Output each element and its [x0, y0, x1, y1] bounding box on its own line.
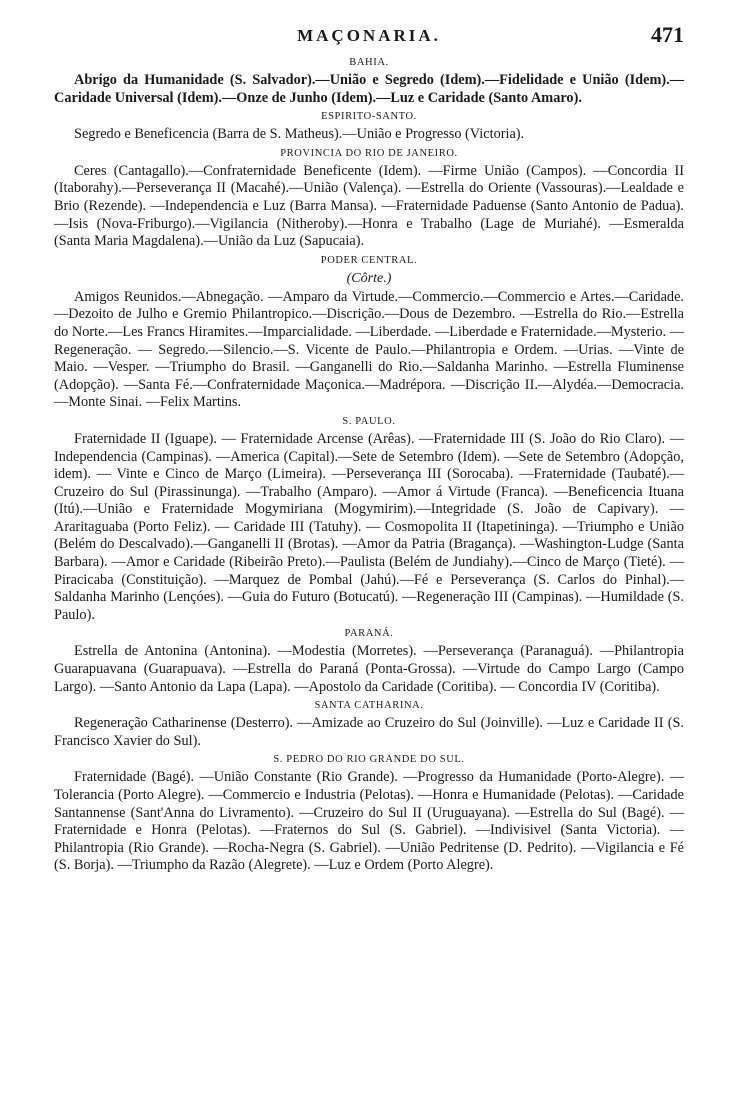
section-title: SANTA CATHARINA. [314, 700, 424, 712]
section-poder-central [54, 254, 684, 412]
section-title: S. PAULO. [342, 415, 396, 427]
section-title: BAHIA. [349, 57, 389, 68]
section-text: Amigos Reunidos.—Abnegação. —Amparo da Virtude.—Commercio.—Commercio e Artes.—Caridade.—Dezoito de Julho e Gremio Philantropico.—Discrição.—Dous de Dezembro. —Estrella do Rio.—Estrella do Norte.—Les Francs Hiramites.—Imparcialidade. —Liberdade. —Liberdade e Fraternidade.—Mysterio. — Regeneração. — Segredo.—Silencio.—S. Vicente de Paulo.—Philantropia e Ordem. —Urias. —Vinte de Maio. —Vesper. —Triumpho do Brasil. —Ganganelli do Rio.—Saldanha Marinho. —Estrella Fluminense (Adopção). —Santa Fé.—Confraternidade Maçonica.—Madrépora. —Discrição II.—Alydéa.—Democracia. —Monte Sinai. —Felix Martins. [54, 288, 684, 411]
section-title: ESPIRITO-SANTO. [321, 111, 417, 123]
section-title: S. PEDRO DO RIO GRANDE DO SUL. [273, 754, 465, 766]
section-subtitle: (Côrte.) [346, 270, 392, 286]
section-parana [54, 627, 684, 696]
section-text: Abrigo da Humanidade (S. Salvador).—União e Segredo (Idem).—Fidelidade e União (Idem).—Caridade Universal (Idem).—Onze de Junho (Idem).—Luz e Caridade (Santo Amaro). [54, 72, 684, 106]
section-text: Fraternidade II (Iguape). — Fraternidade Arcense (Arêas). —Fraternidade III (S. João do Rio Claro). —Independencia (Campinas). —America (Capital).—Sete de Setembro (Idem). —Sete de Setembro (Adopção, idem). — Vinte e Cinco de Março (Limeira). —Perseverança III (Sorocaba). —Fraternidade (Taubaté).—Cruzeiro do Sul (Pirassinunga). —Trabalho (Amparo). —Amor á Virtude (Franca). —Beneficencia Ituana (Itú).—União e Fraternidade Mogymiriana (Mogymirim).—Integridade (S. João de Capivary). —Araritaguaba (Porto Feliz). — Caridade III (Tatuhy). — Cosmopolita II (Itapetininga). —Triumpho e União (Belém do Descalvado).—Ganganelli II (Brotas). —Amor da Patria (Bragança). —Washington-Ludge (Santa Barbara). —Amor e Caridade (Ribeirão Preto).—Paulista (Belém de Jundiahy).—Cinco de Março (Tieté). —Piracicaba (Constituição). —Marquez de Pombal (Jahú).—Fé e Perseverança (S. Carlos do Pinhal).—Saldanha Marinho (Lençóes). —Guia do Futuro (Botucatú). —Regeneração III (Campinas). —Humildade (S. Paulo). [54, 430, 684, 623]
section-title: PARANÁ. [344, 628, 394, 640]
section-title: PODER CENTRAL. [320, 254, 418, 266]
page-header [54, 20, 684, 54]
section-title: PROVINCIA DO RIO DE JANEIRO. [280, 147, 458, 159]
section-bahia [54, 56, 684, 107]
section-rio-grande-do-sul [54, 753, 684, 875]
page-number: 471 [651, 22, 684, 47]
document-page [54, 20, 684, 878]
section-text: Regeneração Catharinense (Desterro). —Amizade ao Cruzeiro do Sul (Joinville). —Luz e Caridade II (S. Francisco Xavier do Sul). [54, 715, 684, 749]
section-santa-catharina [54, 699, 684, 750]
section-text: Ceres (Cantagallo).—Confraternidade Beneficente (Idem). —Firme União (Campos). —Concordia II (Itaborahy).—Perseverança II (Macahé).—União (Valença). —Estrella do Oriente (Vassouras).—Lealdade e Brio (Rezende). —Independencia e Luz (Barra Mansa). —Fraternidade Paduense (Santo Antonio de Padua). —Isis (Nova-Friburgo).—Vigilancia (Nitheroby).—Honra e Trabalho (Lage de Muriahé). —Esmeralda (Santa Maria Magdalena).—União da Luz (Sapucaia). [54, 162, 684, 250]
section-text: Fraternidade (Bagé). —União Constante (Rio Grande). —Progresso da Humanidade (Porto-Alegre). —Tolerancia (Porto Alegre). —Commercio e Industria (Pelotas). —Honra e Humanidade (Pelotas). —Caridade Santannense (Sant'Anna do Livramento). —Cruzeiro do Sul II (Uruguayana). —Estrella do Sul (Bagé). —Fraternidade e Honra (Pelotas). —Fraternos do Sul (S. Gabriel). —Indivisivel (Santa Victoria). —Philantropia (Rio Grande). —Rocha-Negra (S. Gabriel). —União Pedritense (D. Pedrito). —Vigilancia e Fé (S. Borja). —Triumpho da Razão (Alegrete). —Luz e Ordem (Porto Alegre). [54, 769, 684, 874]
section-espirito-santo [54, 110, 684, 144]
section-rio-de-janeiro [54, 147, 684, 251]
section-text: Estrella de Antonina (Antonina). —Modestia (Morretes). —Perseverança (Paranaguá). —Philantropia Guarapuavana (Guarapuava). —Estrella do Paraná (Ponta-Grossa). —Virtude do Campo Largo (Campo Largo). —Santo Antonio da Lapa (Lapa). —Apostolo da Caridade (Coritiba). — Concordia IV (Coritiba). [54, 643, 684, 695]
section-text: Segredo e Beneficencia (Barra de S. Matheus).—União e Progresso (Victoria). [74, 126, 525, 143]
running-title: MAÇONARIA. [297, 26, 441, 45]
section-sao-paulo [54, 415, 684, 625]
